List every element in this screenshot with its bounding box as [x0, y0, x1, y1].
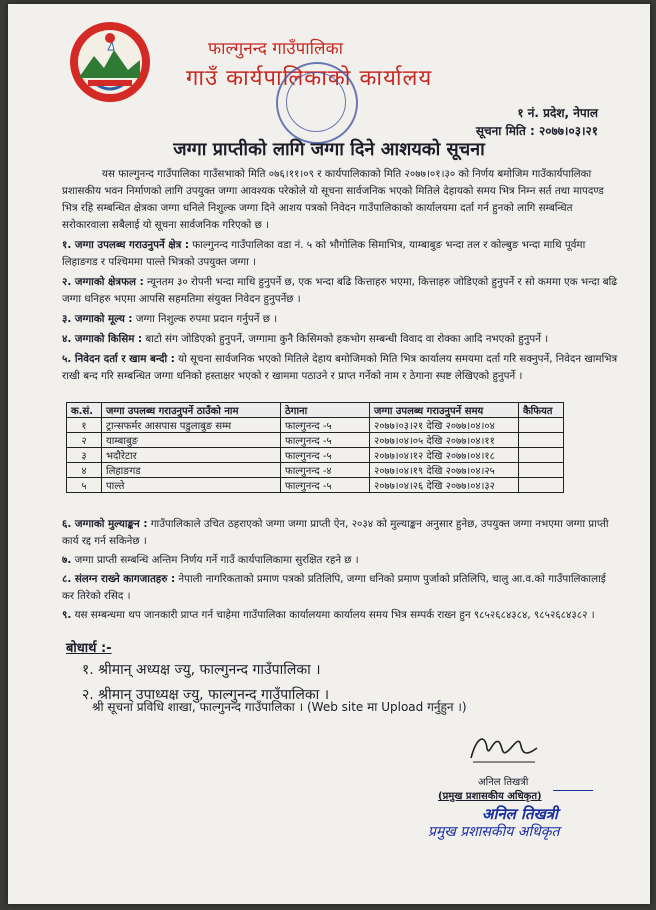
table-row: १ ट्रान्सफर्मर आसपास पडुलाबुङ सम्म फाल्गुनन्द -५ २०७७।०३।२१ देखि २०७७।०४।०४ [67, 418, 564, 433]
handwritten-line [553, 790, 593, 791]
table-row: ४ लिहाङगड फाल्गुनन्द -४ २०७७।०४।१९ देखि २०७७।०४।२५ [67, 463, 564, 478]
intro-paragraph: यस फाल्गुनन्द गाउँपालिका गाउँसभाको मिति ०७६।११।०९ र कार्यपालिकाको मिति २०७७।०१।३० को निर्णय बमोजिम गाउँकार्यपालिका प्रशासकीय भवन निर्माणको लागि उपयुक्त जग्गा आवश्यक परेकोले यो सूचना सार्वजनिक भएको मितिले देहायको समय भित्र निम्न सर्त तथा मापदण्ड भित्र रहि सम्बन्धित क्षेत्रका जग्गा धनिले निशुल्क जग्गा दिने आशय पत्रको निवेदन गाउँपालिकाको कार्यालयमा दर्ता गर्न हुनको लागि सम्बन्धित सरोकारवाला सबैलाई यो सूचना सार्वजनिक गरिएको छ । [62, 168, 604, 231]
handwritten-signature [463, 728, 543, 768]
table-row: ३ भदौरेटार फाल्गुनन्द -५ २०७७।०४।१२ देखि २०७७।०४।१८ [67, 448, 564, 463]
province-label: १ नं. प्रदेश, नेपाल [517, 106, 598, 120]
table-header-row [67, 403, 564, 418]
handwritten-title: प्रमुख प्रशासकीय अधिकृत [428, 824, 560, 840]
handwritten-name: अनिल तिखत्री [482, 805, 558, 823]
clause-6: ६. जग्गाको मुल्याङ्कन : गाउँपालिकाले उचित ठहराएको जग्गा जग्गा प्राप्ती ऐन, २०३४ को मुल्याङ्कन अनुसार हुनेछ, उपयुक्त जग्गा नभएमा जग्गा प्राप्ती कार्य रद्द गर्न सकिनेछ । [62, 518, 609, 547]
signatory-title: (प्रमुख प्रशासकीय अधिकृत) [438, 791, 542, 802]
office-seal-stamp [276, 62, 358, 144]
clause-9: ९. यस सम्बन्धमा थप जानकारी प्राप्त गर्न चाहेमा गाउँपालिका कार्यालयमा कार्यालय समय भित्र सम्पर्क राख्न हुन ९८५२६८४३८४, ९८५२६८४३८२ । [62, 609, 595, 621]
column-header: कैफियत [519, 403, 564, 418]
notice-after-table [62, 516, 620, 626]
municipality-name: फाल्गुनन्द गाउँपालिका [208, 39, 344, 59]
clause-1: १. जग्गा उपलब्ध गराउनुपर्ने क्षेत्र : फाल्गुनन्द गाउँपालिका वडा नं. ५ को भौगोलिक सिमाभित्र, याम्बाबुङ भन्दा तल र कोल्बुङ भन्दा माथि पूर्वमा लिहाङगड र पश्चिममा पाल्ते भित्रको उपयुक्त जग्गा । [62, 239, 586, 268]
cc-item: १. श्रीमान् अध्यक्ष ज्यु, फाल्गुनन्द गाउँपालिका । [82, 662, 321, 678]
clause-4: ४. जग्गाको किसिम : बाटो संग जोडिएको हुनुपर्ने, जग्गामा कुनै किसिमको हकभोग सम्बन्धी विवाद वा रोक्का आदि नभएको हुनुपर्ने । [62, 333, 549, 345]
column-header: जग्गा उपलब्ध गराउनुपर्ने समय [370, 403, 519, 418]
column-header: क.सं. [67, 403, 102, 418]
notice-paper [8, 4, 650, 904]
column-header: ठेगाना [281, 403, 370, 418]
cc-item: २. श्रीमान् उपाध्यक्ष ज्यु, फाल्गुनन्द गाउँपालिका । [82, 687, 330, 703]
column-header: जग्गा उपलब्ध गराउनुपर्ने ठाउँको नाम [102, 403, 281, 418]
web-upload-line: श्री सूचना प्रविधि शाखा, फाल्गुनन्द गाउँपालिका । (Web site मा Upload गर्नुहुन ।) [92, 700, 467, 714]
clause-7: ७. जग्गा प्राप्ती सम्बन्धि अन्तिम निर्णय गर्ने गाउँ कार्यपालिकामा सुरक्षित रहने छ । [62, 554, 359, 566]
clause-2: २. जग्गाको क्षेत्रफल : न्यूनतम ३० रोपनी भन्दा माथि हुनुपर्ने छ, एक भन्दा बढि कित्ताहरु भएमा, कित्ताहरु जोडिएको हुनुपर्ने र सो कममा एक भन्दा बढि जग्गा धनिहरु भएमा आपसि सहमतिमा संयुक्त निवेदन हुनुपर्नेछ । [62, 276, 618, 305]
notice-title: जग्गा प्राप्तीको लागि जग्गा दिने आशयको सूचना [173, 139, 485, 160]
land-table [66, 402, 564, 493]
clause-8: ८. संलग्न राख्ने कागजातहरु : नेपाली नागरिकताको प्रमाण पत्रको प्रतिलिपि, जग्गा धनिको प्रमाण पुर्जाको प्रतिलिपि, चालु आ.व.को गाउँपालिकालाई कर तिरेको रसिद । [62, 573, 606, 602]
table-row: ५ पाल्ते फाल्गुनन्द -५ २०७७।०४।२६ देखि २०७७।०४।३२ [67, 478, 564, 493]
notice-date: सूचना मिति : २०७७।०३।२१ [475, 124, 598, 138]
clause-3: ३. जग्गाको मूल्य : जग्गा निशुल्क रुपमा प्रदान गर्नुपर्ने छ । [62, 313, 278, 325]
signatory-name: अनिल तिखत्री [478, 777, 529, 788]
nepal-government-emblem-icon [68, 20, 152, 104]
office-name: गाउँ कार्यपालिकाको कार्यालय [186, 66, 433, 91]
table-row: २ याम्बाबुङ फाल्गुनन्द -५ २०७७।०४।०५ देखि २०७७।०४।११ [67, 433, 564, 448]
clause-5: ५. निवेदन दर्ता र खाम बन्दी : यो सूचना सार्वजनिक भएको मितिले देहाय बमोजिमको मिति भित्र कार्यालय समयमा दर्ता गरि सक्नुपर्ने, निवेदन खामभित्र राखी बन्द गरि सम्बन्धित जग्गा धनिको हस्ताक्षर भएको र खाममा पठाउने र प्राप्त गर्नेको नाम र ठेगाना स्पष्ट लेखिएको हुनुपर्ने । [62, 353, 618, 382]
cc-heading: बोधार्थ :- [66, 641, 112, 656]
notice-body [62, 166, 620, 388]
